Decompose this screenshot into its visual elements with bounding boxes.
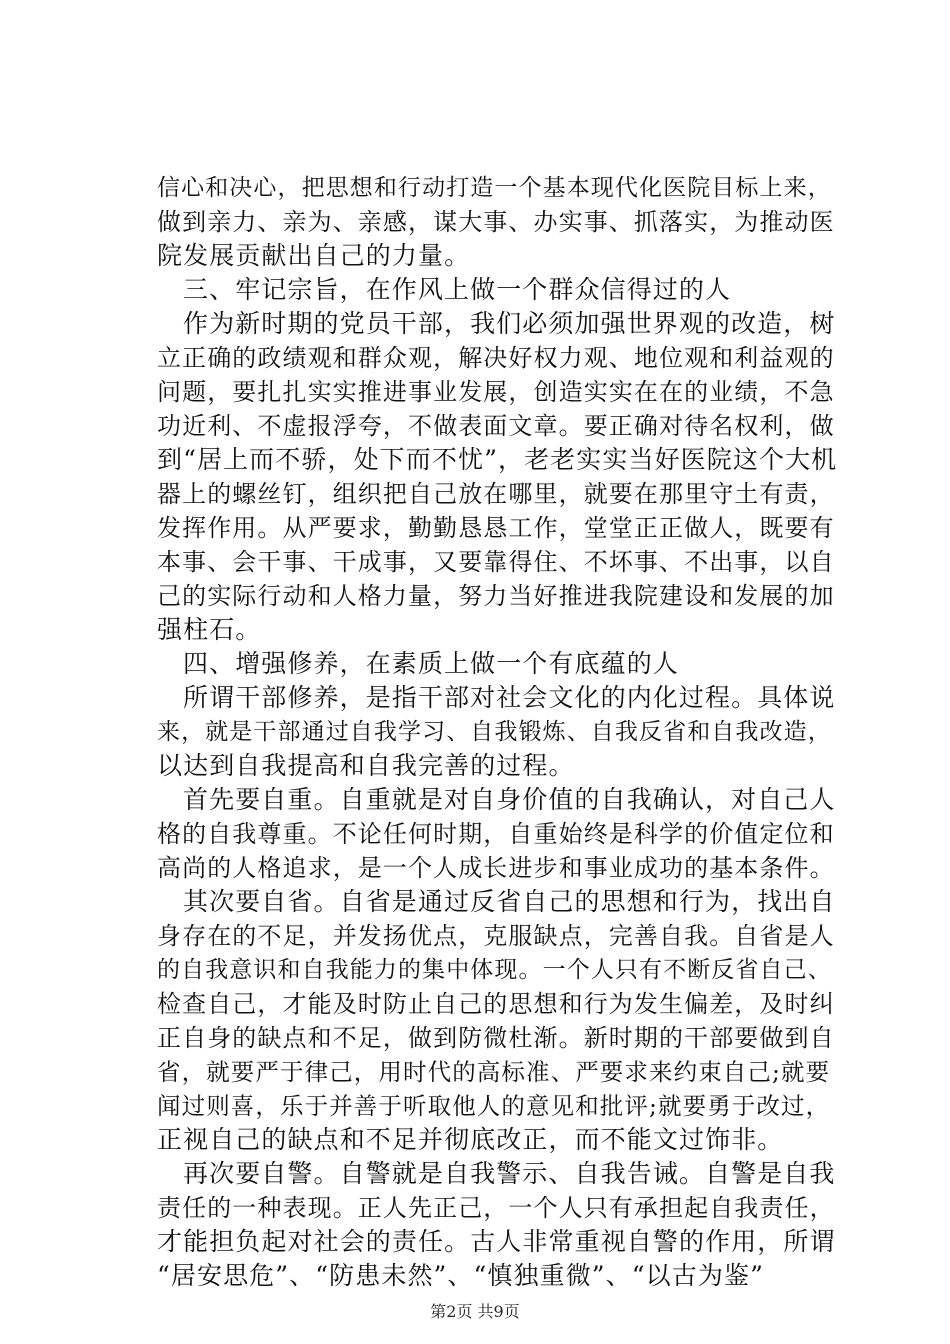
text-line: 格的自我尊重。不论任何时期，自重始终是科学的价值定位和 xyxy=(157,820,835,848)
text-line: 本事、会干事、干成事，又要靠得住、不坏事、不出事，以自 xyxy=(157,548,835,576)
text-line: 其次要自省。自省是通过反省自己的思想和行为，找出自 xyxy=(183,887,836,916)
text-line: 到“居上而不骄，处下而不忧”，老老实实当好医院这个大机 xyxy=(157,445,838,474)
text-line: 高尚的人格追求，是一个人成长进步和事业成功的基本条件。 xyxy=(157,854,835,882)
text-line: 作为新时期的党员干部，我们必须加强世界观的改造，树 xyxy=(183,309,836,338)
text-line: 的自我意识和自我能力的集中体现。一个人只有不断反省自己、 xyxy=(157,957,832,983)
text-line: 己的实际行动和人格力量，努力当好推进我院建设和发展的加 xyxy=(157,582,835,610)
text-line: 做到亲力、亲为、亲感，谋大事、办实事、抓落实，为推动医 xyxy=(157,208,835,236)
text-line: 再次要自警。自警就是自我警示、自我告诫。自警是自我 xyxy=(183,1159,836,1188)
page-number: 第2页 共9页 xyxy=(430,1302,520,1321)
text-line: 闻过则喜，乐于并善于听取他人的意见和批评;就要勇于改过， xyxy=(157,1092,831,1120)
text-line: 信心和决心，把思想和行动打造一个基本现代化医院目标上来， xyxy=(157,175,832,201)
text-line: 来，就是干部通过自我学习、自我锻炼、自我反省和自我改造， xyxy=(157,719,832,745)
text-line: 所谓干部修养，是指干部对社会文化的内化过程。具体说 xyxy=(183,683,836,712)
text-line: 正自身的缺点和不足，做到防微杜渐。新时期的干部要做到自 xyxy=(157,1024,835,1052)
text-line: 以达到自我提高和自我完善的过程。 xyxy=(157,751,575,780)
text-line: 器上的螺丝钉，组织把自己放在哪里，就要在那里守土有责， xyxy=(157,480,835,508)
text-line: 首先要自重。自重就是对自身价值的自我确认，对自己人 xyxy=(183,785,836,814)
text-line: 问题，要扎扎实实推进事业发展，创造实实在在的业绩，不急 xyxy=(157,378,835,406)
text-line: 院发展贡献出自己的力量。 xyxy=(157,241,471,270)
text-line: 发挥作用。从严要求，勤勤恳恳工作，堂堂正正做人，既要有 xyxy=(157,514,835,542)
text-line: 才能担负起对社会的责任。古人非常重视自警的作用，所谓 xyxy=(157,1227,836,1256)
text-line: 责任的一种表现。正人先正己，一个人只有承担起自我责任， xyxy=(157,1194,835,1222)
text-line: 功近利、不虚报浮夸，不做表面文章。要正确对待名权利，做 xyxy=(157,412,835,440)
section-heading: 四、增强修养，在素质上做一个有底蕴的人 xyxy=(183,649,679,678)
text-line: 立正确的政绩观和群众观，解决好权力观、地位观和利益观的 xyxy=(157,344,835,372)
text-line: 正视自己的缺点和不足并彻底改正，而不能文过饰非。 xyxy=(157,1125,784,1154)
text-line: 强柱石。 xyxy=(157,615,262,644)
text-line: 身存在的不足，并发扬优点，克服缺点，完善自我。自省是人 xyxy=(157,922,835,950)
text-line: 省，就要严于律己，用时代的高标准、严要求来约束自己;就要 xyxy=(157,1058,831,1086)
section-heading: 三、牢记宗旨，在作风上做一个群众信得过的人 xyxy=(183,275,732,304)
text-line: 检查自己，才能及时防止自己的思想和行为发生偏差，及时纠 xyxy=(157,990,835,1018)
text-line: “居安思危”、“防患未然”、“慎独重微”、“以古为鉴” xyxy=(157,1261,764,1290)
